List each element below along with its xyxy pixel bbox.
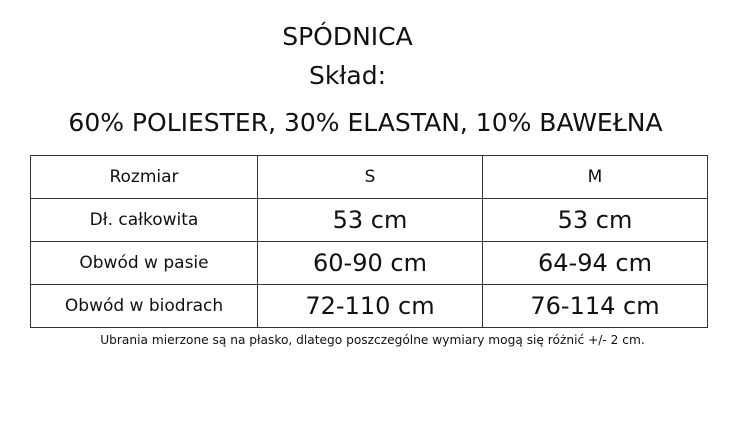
row-label-waist: Obwód w pasie [31, 242, 258, 285]
cell-waist-s: 60-90 cm [258, 242, 483, 285]
composition-value: 60% POLIESTER, 30% ELASTAN, 10% BAWEŁNA [68, 108, 663, 137]
table-row [31, 285, 708, 328]
row-label-hips: Obwód w biodrach [31, 285, 258, 328]
row-label-length: Dł. całkowita [31, 199, 258, 242]
cell-waist-m: 64-94 cm [483, 242, 708, 285]
cell-length-s: 53 cm [258, 199, 483, 242]
cell-length-m: 53 cm [483, 199, 708, 242]
cell-hips-s: 72-110 cm [258, 285, 483, 328]
table-row [31, 199, 708, 242]
measurement-footnote: Ubrania mierzone są na płasko, dlatego poszczególne wymiary mogą się różnić +/- 2 cm. [100, 333, 645, 347]
size-table [30, 155, 708, 328]
column-header-s: S [258, 156, 483, 199]
column-header-size: Rozmiar [31, 156, 258, 199]
table-header-row [31, 156, 708, 199]
composition-label: Skład: [308, 61, 387, 90]
product-title: SPÓDNICA [282, 22, 413, 51]
column-header-m: M [483, 156, 708, 199]
cell-hips-m: 76-114 cm [483, 285, 708, 328]
table-row [31, 242, 708, 285]
